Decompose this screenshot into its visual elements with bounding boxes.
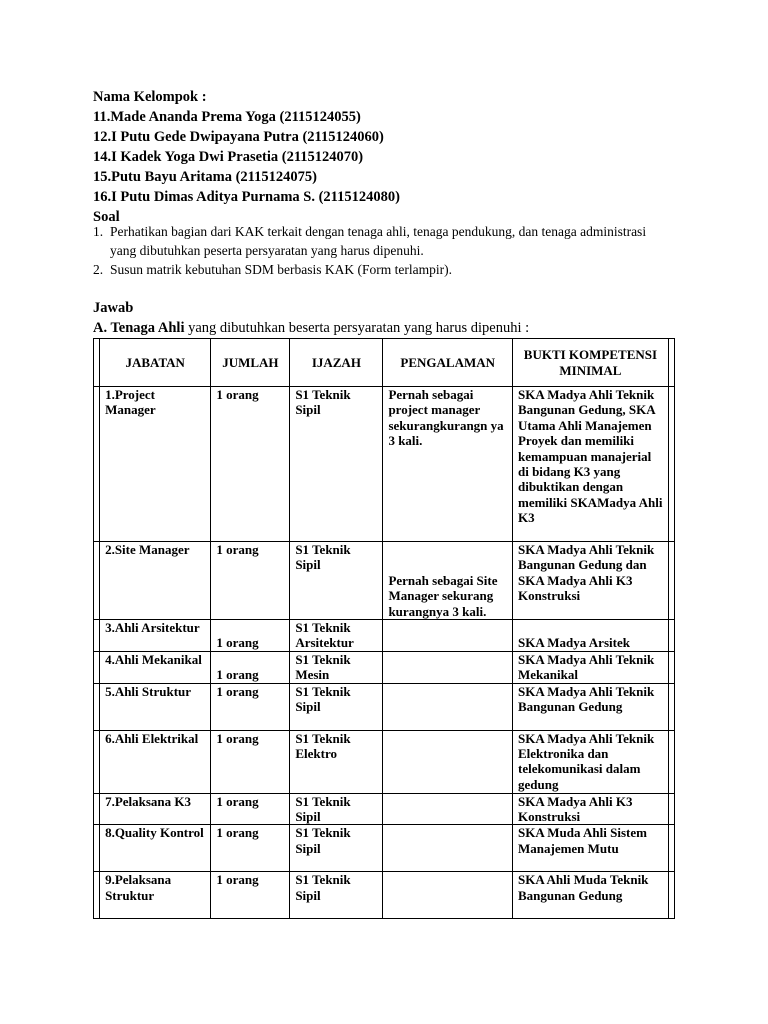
table-row [94, 683, 675, 730]
group-header [93, 87, 693, 227]
table-edge-cell [668, 825, 674, 872]
cell-jumlah: 1 orang [211, 387, 290, 542]
cell-bukti: SKA Madya Ahli K3 Konstruksi [512, 793, 668, 825]
cell-bukti: SKA Madya Ahli Teknik Bangunan Gedung [512, 683, 668, 730]
member-line: 12.I Putu Gede Dwipayana Putra (2115124060) [93, 129, 384, 145]
question-text: Perhatikan bagian dari KAK terkait dengan tenaga ahli, tenaga pendukung, dan tenaga administrasi yang dibutuhkan peserta persyaratan yang harus dipenuhi. [110, 224, 647, 258]
cell-pengalaman [383, 651, 513, 683]
question-list [93, 222, 673, 279]
question-number: 2. [93, 262, 104, 277]
cell-pengalaman [383, 730, 513, 793]
cell-jabatan: 3.Ahli Arsitektur [100, 620, 211, 652]
cell-jumlah: 1 orang [211, 793, 290, 825]
cell-pengalaman [383, 620, 513, 652]
table-edge-cell [668, 872, 674, 919]
cell-bukti: SKA Ahli Muda Teknik Bangunan Gedung [512, 872, 668, 919]
header-ijazah: IJAZAH [290, 339, 383, 387]
cell-bukti: SKA Madya Ahli Teknik Bangunan Gedung, SKA Utama Ahli Manajemen Proyek dan memiliki kemampuan manajerial di bidang K3 yang dibuktikan dengan memiliki SKAMadya Ahli K3 [512, 387, 668, 542]
cell-jumlah: 1 orang [211, 683, 290, 730]
cell-ijazah: S1 Teknik Sipil [290, 793, 383, 825]
cell-jabatan: 1.Project Manager [100, 387, 211, 542]
question-item [93, 222, 673, 260]
cell-ijazah: S1 Teknik Mesin [290, 651, 383, 683]
table-row [94, 825, 675, 872]
cell-jumlah: 1 orang [211, 872, 290, 919]
section-a-heading [93, 318, 529, 338]
question-item [93, 260, 673, 279]
table-edge-cell [668, 683, 674, 730]
table-row [94, 542, 675, 620]
section-a-prefix: A. Tenaga Ahli [93, 320, 185, 336]
cell-pengalaman: Pernah sebagai Site Manager sekurang kurangnya 3 kali. [383, 542, 513, 620]
question-number: 1. [93, 224, 104, 239]
cell-jabatan: 4.Ahli Mekanikal [100, 651, 211, 683]
member-line: 16.I Putu Dimas Aditya Purnama S. (2115124080) [93, 189, 400, 205]
table-row [94, 387, 675, 542]
cell-jabatan: 8.Quality Kontrol [100, 825, 211, 872]
table-edge-cell [668, 542, 674, 620]
table-row [94, 730, 675, 793]
question-text: Susun matrik kebutuhan SDM berbasis KAK (Form terlampir). [110, 262, 452, 277]
cell-pengalaman: Pernah sebagai project manager sekurangkurangn ya 3 kali. [383, 387, 513, 542]
cell-jabatan: 9.Pelaksana Struktur [100, 872, 211, 919]
table-edge-cell [668, 793, 674, 825]
group-title: Nama Kelompok : [93, 89, 207, 105]
section-a-text: yang dibutuhkan beserta persyaratan yang harus dipenuhi : [184, 320, 530, 336]
table-row [94, 872, 675, 919]
cell-bukti: SKA Madya Ahli Teknik Elektronika dan telekomunikasi dalam gedung [512, 730, 668, 793]
table-row [94, 793, 675, 825]
answer-label: Jawab [93, 300, 134, 316]
member-line: 14.I Kadek Yoga Dwi Prasetia (2115124070) [93, 149, 364, 165]
cell-jabatan: 5.Ahli Struktur [100, 683, 211, 730]
cell-ijazah: S1 Teknik Elektro [290, 730, 383, 793]
cell-ijazah: S1 Teknik Arsitektur [290, 620, 383, 652]
cell-ijazah: S1 Teknik Sipil [290, 683, 383, 730]
cell-jumlah: 1 orang [211, 730, 290, 793]
member-line: 11.Made Ananda Prema Yoga (2115124055) [93, 109, 361, 125]
cell-ijazah: S1 Teknik Sipil [290, 825, 383, 872]
table-edge-cell [668, 651, 674, 683]
table-row [94, 620, 675, 652]
table-edge-cell [668, 387, 674, 542]
cell-bukti: SKA Madya Ahli Teknik Mekanikal [512, 651, 668, 683]
cell-jabatan: 7.Pelaksana K3 [100, 793, 211, 825]
table-row [94, 651, 675, 683]
cell-jumlah: 1 orang [211, 542, 290, 620]
header-jumlah: JUMLAH [211, 339, 290, 387]
cell-jabatan: 6.Ahli Elektrikal [100, 730, 211, 793]
cell-bukti: SKA Madya Arsitek [512, 620, 668, 652]
cell-pengalaman [383, 793, 513, 825]
cell-ijazah: S1 Teknik Sipil [290, 872, 383, 919]
member-line: 15.Putu Bayu Aritama (2115124075) [93, 169, 317, 185]
cell-pengalaman [383, 872, 513, 919]
table-edge-cell [668, 730, 674, 793]
header-jabatan: JABATAN [100, 339, 211, 387]
cell-pengalaman [383, 825, 513, 872]
table-edge-cell [668, 339, 674, 387]
cell-ijazah: S1 Teknik Sipil [290, 387, 383, 542]
cell-pengalaman [383, 683, 513, 730]
cell-bukti: SKA Madya Ahli Teknik Bangunan Gedung dan SKA Madya Ahli K3 Konstruksi [512, 542, 668, 620]
cell-jumlah: 1 orang [211, 825, 290, 872]
cell-bukti: SKA Muda Ahli Sistem Manajemen Mutu [512, 825, 668, 872]
cell-jumlah: 1 orang [211, 620, 290, 652]
cell-jumlah: 1 orang [211, 651, 290, 683]
hr-requirements-table [93, 338, 675, 919]
cell-ijazah: S1 Teknik Sipil [290, 542, 383, 620]
header-bukti: BUKTI KOMPETENSI MINIMAL [512, 339, 668, 387]
table-header-row [94, 339, 675, 387]
table-edge-cell [668, 620, 674, 652]
header-pengalaman: PENGALAMAN [383, 339, 513, 387]
cell-jabatan: 2.Site Manager [100, 542, 211, 620]
soal-label: Soal [93, 209, 120, 225]
